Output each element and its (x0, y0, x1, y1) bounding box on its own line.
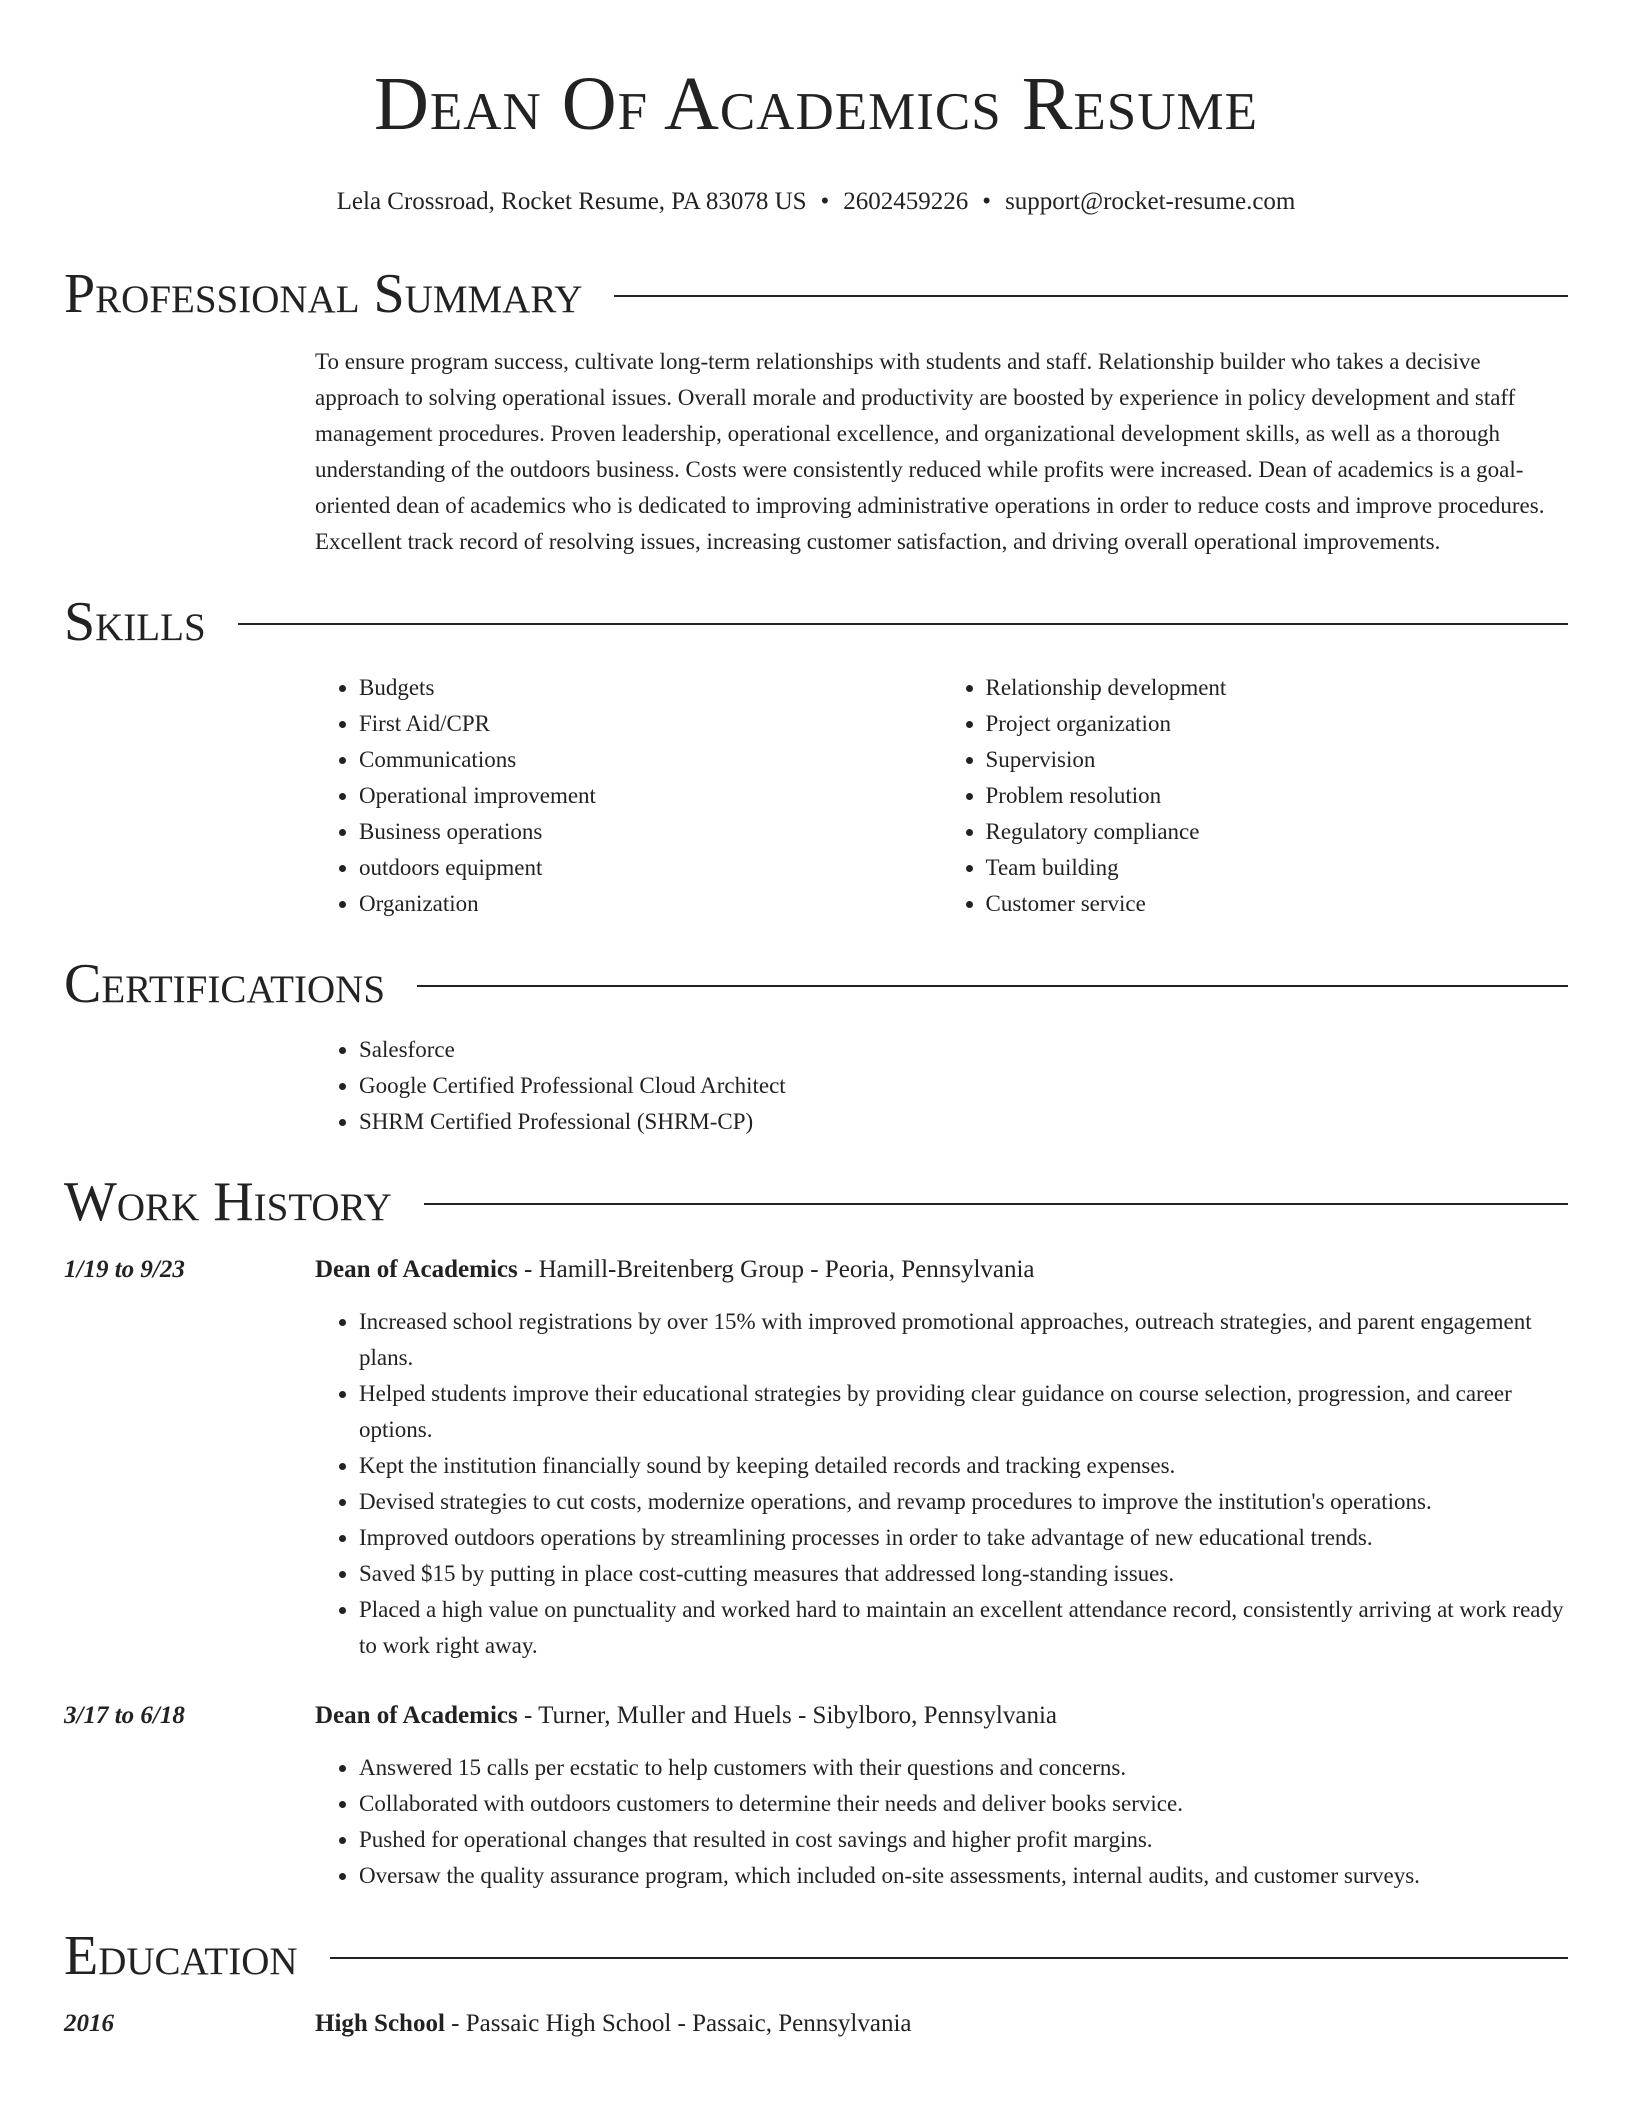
job-details: - Hamill-Breitenberg Group - Peoria, Pennsylvania (517, 1256, 1035, 1283)
skill-item: • Customer service (986, 886, 1569, 922)
job-bullets (315, 1304, 1568, 1664)
contact-phone: 2602459226 (843, 188, 969, 215)
job-bullet: • Helped students improve their educational strategies by providing clear guidance on course selection, progression, and career options. (359, 1376, 1568, 1448)
skill-item: • Communications (359, 742, 942, 778)
skill-item: • Relationship development (986, 670, 1569, 706)
education-degree: High School (315, 2010, 445, 2037)
certifications-list (315, 1032, 1568, 1140)
job-title-line (315, 1698, 1057, 1734)
resume-title: Dean Of Academics Resume (373, 62, 1259, 146)
contact-email: support@rocket-resume.com (1005, 188, 1296, 215)
skill-item: • Regulatory compliance (986, 814, 1569, 850)
certification-item: • SHRM Certified Professional (SHRM-CP) (359, 1104, 1568, 1140)
job-role: Dean of Academics (315, 1256, 518, 1283)
job-dates: 1/19 to 9/23 (64, 1256, 185, 1283)
skill-item: • First Aid/CPR (359, 706, 942, 742)
skill-item: • Operational improvement (359, 778, 942, 814)
skills-list-right (942, 670, 1569, 922)
section-divider (424, 1203, 1568, 1205)
contact-address: Lela Crossroad, Rocket Resume, PA 83078 US (336, 188, 807, 215)
skills-list-left (315, 670, 942, 922)
section-header-summary (64, 262, 1568, 326)
job-bullet: • Answered 15 calls per ecstatic to help customers with their questions and concerns. (359, 1750, 1568, 1786)
skill-item: • Business operations (359, 814, 942, 850)
skill-item: • Project organization (986, 706, 1569, 742)
skill-item: • Team building (986, 850, 1569, 886)
section-header-certifications (64, 952, 1568, 1016)
job-role: Dean of Academics (315, 1702, 518, 1729)
contact-line (64, 186, 1568, 218)
section-divider (417, 985, 1568, 987)
job-bullets (315, 1750, 1568, 1894)
job-header (64, 1698, 1568, 1734)
education-details: - Passaic High School - Passaic, Pennsylvania (444, 2010, 912, 2037)
section-header-skills (64, 590, 1568, 654)
certification-item: • Google Certified Professional Cloud Architect (359, 1068, 1568, 1104)
education-year: 2016 (64, 2010, 114, 2037)
job-bullet-list (315, 1750, 1568, 1894)
job-dates: 3/17 to 6/18 (64, 1702, 185, 1729)
section-title: Education (64, 1925, 298, 1987)
education-line (315, 2006, 912, 2042)
job-bullet: • Improved outdoors operations by streamlining processes in order to take advantage of new educational trends. (359, 1520, 1568, 1556)
job-title-line (315, 1252, 1035, 1288)
job-bullet: • Placed a high value on punctuality and worked hard to maintain an excellent attendance record, consistently arriving at work ready to work right away. (359, 1592, 1568, 1664)
skill-item: • Organization (359, 886, 942, 922)
section-header-education (64, 1924, 1568, 1988)
job-bullet: • Devised strategies to cut costs, modernize operations, and revamp procedures to improve the institution's operations. (359, 1484, 1568, 1520)
skills-columns (315, 670, 1568, 922)
job-bullet: • Saved $15 by putting in place cost-cutting measures that addressed long-standing issues. (359, 1556, 1568, 1592)
section-header-work-history (64, 1170, 1568, 1234)
job-bullet-list (315, 1304, 1568, 1664)
skill-item: • Budgets (359, 670, 942, 706)
contact-separator: • (820, 188, 830, 215)
certification-item: • Salesforce (359, 1032, 1568, 1068)
job-details: - Turner, Muller and Huels - Sibylboro, Pennsylvania (517, 1702, 1057, 1729)
section-title: Work History (64, 1171, 392, 1233)
skill-item: • Problem resolution (986, 778, 1569, 814)
skill-item: • outdoors equipment (359, 850, 942, 886)
section-divider (238, 623, 1568, 625)
job-bullet: • Kept the institution financially sound by keeping detailed records and tracking expenses. (359, 1448, 1568, 1484)
section-divider (330, 1957, 1568, 1959)
section-title: Skills (64, 591, 206, 653)
job-bullet: • Oversaw the quality assurance program, which included on-site assessments, internal audits, and customer surveys. (359, 1858, 1568, 1894)
job-bullet: • Collaborated with outdoors customers to determine their needs and deliver books service. (359, 1786, 1568, 1822)
job-bullet: • Increased school registrations by over 15% with improved promotional approaches, outreach strategies, and parent engagement plans. (359, 1304, 1568, 1376)
section-divider (614, 295, 1568, 297)
job-bullet: • Pushed for operational changes that resulted in cost savings and higher profit margins. (359, 1822, 1568, 1858)
job-header (64, 1252, 1568, 1288)
certifications-block (315, 1032, 1568, 1140)
contact-separator: • (982, 188, 992, 215)
section-title: Certifications (64, 953, 386, 1015)
skill-item: • Supervision (986, 742, 1569, 778)
summary-paragraph: To ensure program success, cultivate long-term relationships with students and staff. Relationship builder who takes a decisive approach to solving operational issues. Overall morale and productivity are boosted by experience in policy development and staff management procedures. Proven leadership, operational excellence, and organizational development skills, as well as a thorough understanding of the outdoors business. Costs were consistently reduced while profits were increased. Dean of academics is a goal-oriented dean of academics who is dedicated to improving administrative operations in order to reduce costs and improve procedures. Excellent track record of resolving issues, increasing customer satisfaction, and driving overall operational improvements. (315, 349, 1545, 554)
education-entry (64, 2006, 1568, 2042)
section-title: Professional Summary (64, 263, 583, 325)
